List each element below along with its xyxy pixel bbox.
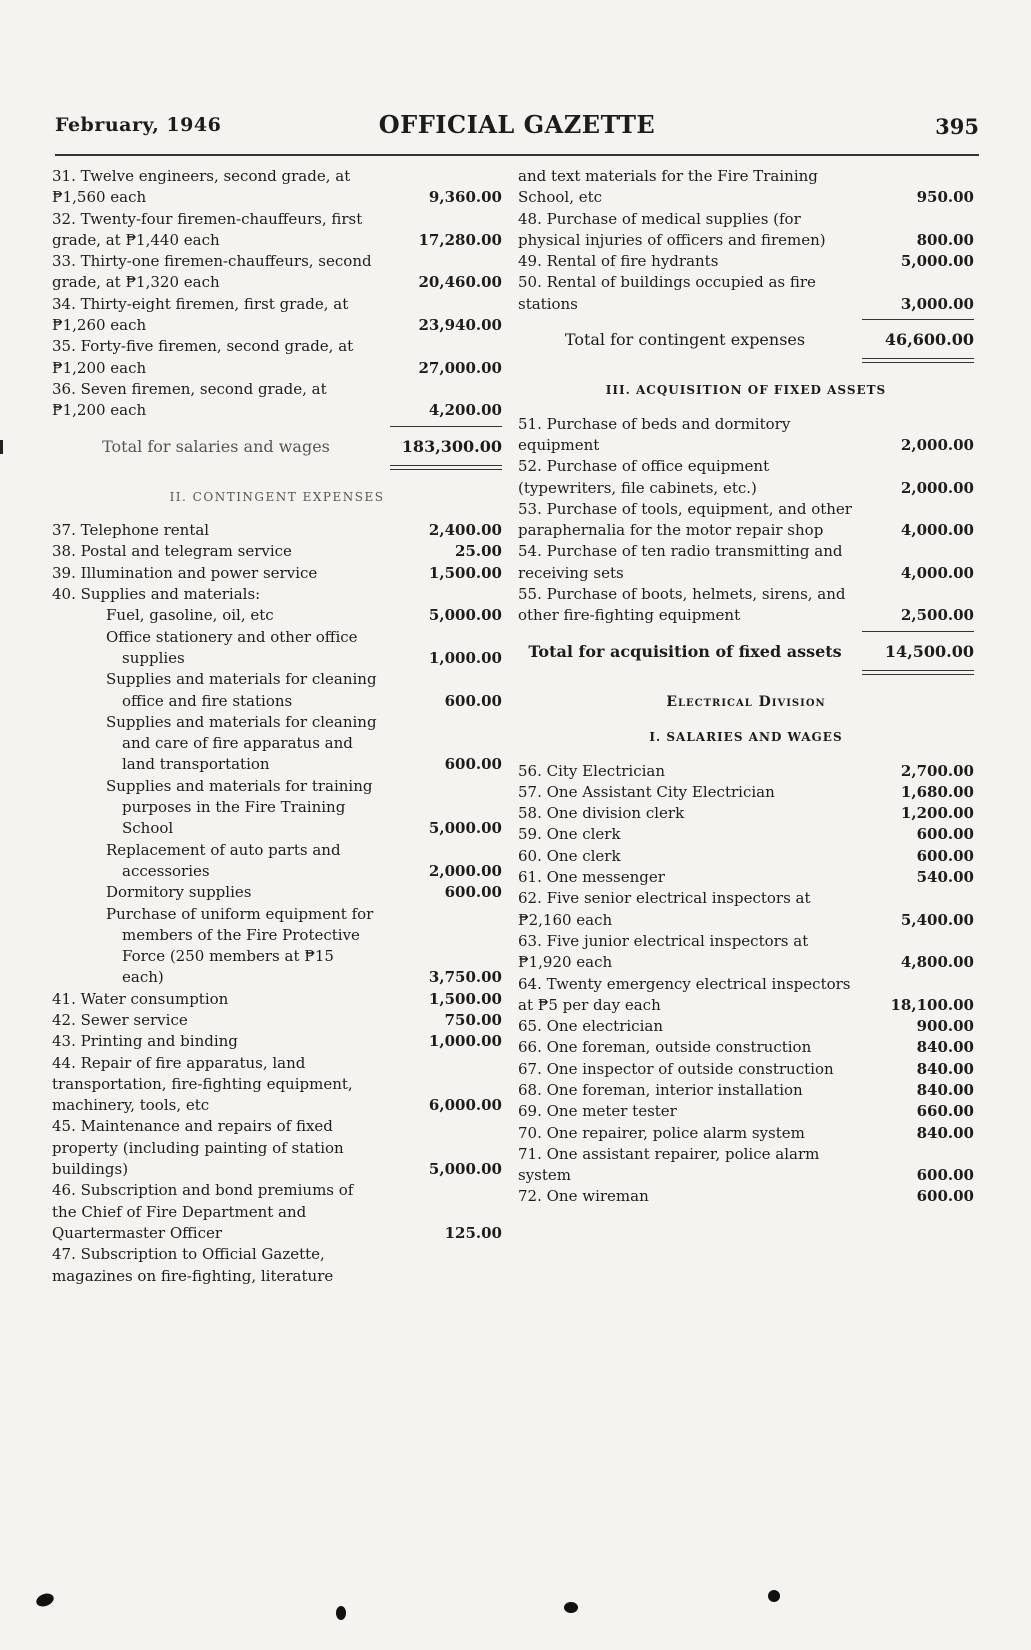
total-fixed-row [518,641,974,662]
line-item-amount: 125.00 [444,1223,502,1242]
item-47-start-row [52,1244,502,1287]
line-item-text: 42. Sewer service [52,1010,188,1029]
line-item-text: 41. Water consumption [52,989,229,1008]
item-47-end-amount: 950.00 [916,188,974,207]
supply-item [52,669,502,712]
scan-speck [564,1602,578,1613]
margin-mark [0,440,3,454]
line-item-text: 54. Purchase of ten radio transmitting and receiving sets [518,542,843,582]
supplies-heading-row [52,584,502,605]
line-item-amount: 600.00 [444,883,502,902]
line-item-text: Dormitory supplies [106,883,252,902]
line-item-amount: 840.00 [916,1123,974,1142]
line-item-text: 34. Thirty-eight firemen, first grade, at ₱1,260 each [52,294,349,335]
line-item-text: 67. One inspector of outside construction [518,1059,834,1078]
salary-item [52,379,502,422]
line-item-amount: 800.00 [916,230,974,249]
line-item-amount: 840.00 [916,1038,974,1057]
electrical-salary-item [518,761,974,782]
line-item-amount: 25.00 [455,542,502,561]
supply-item [52,904,502,989]
item-47-start: 47. Subscription to Official Gazette, magazines on fire-fighting, literature [52,1245,334,1285]
line-item-amount: 6,000.00 [428,1096,502,1115]
line-item-text: 44. Repair of fire apparatus, land transportation, fire-fighting equipment, machinery, tools, etc [52,1053,353,1115]
salary-item [52,251,502,294]
line-item-text: 61. One messenger [518,868,665,887]
electrical-salary-item [518,974,974,1017]
item-47-end-row [518,166,974,209]
scan-speck [34,1591,55,1608]
line-item-text: 36. Seven firemen, second grade, at ₱1,200 each [52,379,327,420]
scan-speck [336,1606,346,1620]
line-item-amount: 5,000.00 [428,606,502,625]
line-item-amount: 4,200.00 [428,401,502,420]
contingent-item [52,1180,502,1244]
subtotal-rule-3 [518,627,974,635]
line-item-text: 72. One wireman [518,1187,649,1206]
line-item-text: Purchase of uniform equipment for members of the Fire Protective Force (250 members at ₱15 each) [106,904,374,987]
line-item-amount: 2,500.00 [900,606,974,625]
supply-item [52,627,502,670]
line-item-text: 55. Purchase of boots, helmets, sirens, and other fire-fighting equipment [518,585,846,625]
line-item-amount: 9,360.00 [428,188,502,207]
line-item-text: 31. Twelve engineers, second grade, at ₱1,560 each [52,167,351,207]
total-salaries-row [52,436,502,457]
right-column [518,166,974,1208]
line-item-amount: 1,680.00 [900,782,974,801]
fixed-asset-item [518,456,974,499]
line-item-text: 70. One repairer, police alarm system [518,1123,805,1142]
total-salaries-label: Total for salaries and wages [102,436,330,456]
line-item-text: Replacement of auto parts and accessories [106,840,341,880]
line-item-text: 49. Rental of fire hydrants [518,252,719,271]
line-item-amount: 5,400.00 [900,910,974,929]
salary-item [52,294,502,337]
line-item-text: 56. City Electrician [518,761,665,780]
line-item-amount: 600.00 [916,1187,974,1206]
page-header [55,108,979,148]
line-item-text: 50. Rental of buildings occupied as fire stations [518,273,816,313]
header-date: February, 1946 [55,114,222,136]
electrical-salary-item [518,1186,974,1207]
line-item-text: Supplies and materials for training purposes in the Fire Training School [106,776,373,838]
salary-item [52,209,502,252]
line-item-amount: 4,000.00 [900,563,974,582]
line-item-text: Supplies and materials for cleaning and care of fire apparatus and land transportation [106,712,377,774]
line-item-text: 43. Printing and binding [52,1032,238,1051]
supply-item [52,712,502,776]
electrical-salary-item [518,888,974,931]
line-item-amount: 2,000.00 [900,435,974,454]
line-item-text: 32. Twenty-four firemen-chauffeurs, first grade, at ₱1,440 each [52,209,363,249]
contingent-item [518,209,974,252]
line-item-amount: 5,000.00 [428,819,502,838]
page-number: 395 [935,114,979,139]
line-item-amount: 20,460.00 [418,273,502,292]
electrical-salary-item [518,782,974,803]
line-item-amount: 4,000.00 [900,521,974,540]
line-item-text: 60. One clerk [518,846,621,865]
supplies-list [52,605,502,988]
contingent-item [52,1031,502,1052]
line-item-amount: 17,280.00 [418,230,502,249]
scan-speck [768,1590,780,1602]
line-item-amount: 600.00 [916,825,974,844]
line-item-text: 51. Purchase of beds and dormitory equipment [518,414,791,454]
line-item-text: 62. Five senior electrical inspectors at ₱2,160 each [518,889,811,929]
line-item-amount: 18,100.00 [890,995,974,1014]
total-contingent-label: Total for contingent expenses [564,330,806,350]
line-item-amount: 840.00 [916,1080,974,1099]
contingent-item [518,251,974,272]
line-item-amount: 4,800.00 [900,953,974,972]
electrical-salary-item [518,1080,974,1101]
line-item-amount: 750.00 [444,1010,502,1029]
line-item-amount: 2,700.00 [900,761,974,780]
contingent-items-list-3 [518,209,974,315]
total-salaries-amount: 183,300.00 [401,436,502,456]
line-item-text: 58. One division clerk [518,804,685,823]
line-item-text: 71. One assistant repairer, police alarm system [518,1144,820,1185]
contingent-item [518,272,974,315]
line-item-text: 48. Purchase of medical supplies (for physical injuries of officers and firemen) [518,209,826,249]
line-item-text: 69. One meter tester [518,1102,677,1121]
supply-item [52,882,502,903]
fixed-asset-item [518,414,974,457]
line-item-amount: 5,000.00 [900,252,974,271]
line-item-text: 39. Illumination and power service [52,563,318,582]
electrical-salary-item [518,1144,974,1187]
line-item-text: 57. One Assistant City Electrician [518,782,775,801]
line-item-amount: 600.00 [916,1166,974,1185]
line-item-text: 46. Subscription and bond premiums of the Chief of Fire Department and Quartermaster Officer [52,1181,354,1242]
line-item-text: 64. Twenty emergency electrical inspectors at ₱5 per day each [518,974,851,1014]
electrical-salary-item [518,846,974,867]
line-item-text: Office stationery and other office supplies [106,627,358,667]
electrical-salary-item [518,1101,974,1122]
contingent-item [52,1053,502,1117]
line-item-text: Fuel, gasoline, oil, etc [106,606,274,625]
line-item-text: 33. Thirty-one firemen-chauffeurs, second grade, at ₱1,320 each [52,252,372,292]
electrical-salary-item [518,803,974,824]
electrical-salary-item [518,1016,974,1037]
salary-item [52,166,502,209]
electrical-salary-item [518,1059,974,1080]
fixed-assets-list [518,414,974,627]
line-item-text: 52. Purchase of office equipment (typewriters, file cabinets, etc.) [518,457,770,497]
line-item-amount: 1,500.00 [428,563,502,582]
line-item-text: 53. Purchase of tools, equipment, and other paraphernalia for the motor repair shop [518,499,852,540]
line-item-amount: 2,000.00 [428,861,502,880]
contingent-item [52,989,502,1010]
line-item-amount: 1,500.00 [428,989,502,1008]
total-fixed-amount: 14,500.00 [884,641,974,661]
electrical-salaries-heading: I. SALARIES AND WAGES [649,730,843,745]
electrical-salary-item [518,824,974,845]
line-item-text: 68. One foreman, interior installation [518,1080,803,1099]
division-heading: Electrical Division [666,693,826,710]
supply-item [52,776,502,840]
line-item-amount: 600.00 [444,691,502,710]
line-item-text: 35. Forty-five firemen, second grade, at ₱1,200 each [52,337,354,377]
line-item-text: 59. One clerk [518,825,621,844]
line-item-text: 63. Five junior electrical inspectors at ₱1,920 each [518,931,809,972]
line-item-text: 65. One electrician [518,1017,663,1036]
line-item-text: 38. Postal and telegram service [52,542,292,561]
line-item-amount: 2,400.00 [428,521,502,540]
fixed-asset-item [518,541,974,584]
line-item-amount: 1,000.00 [428,648,502,667]
supplies-heading: 40. Supplies and materials: [52,585,261,604]
line-item-amount: 3,000.00 [900,294,974,313]
contingent-heading: II. CONTINGENT EXPENSES [169,489,385,504]
contingent-items-list [52,520,502,584]
item-47-end-text: and text materials for the Fire Training School, etc [518,167,818,207]
contingent-item [52,520,502,541]
fixed-asset-item [518,584,974,627]
line-item-text: Supplies and materials for cleaning office and fire stations [106,670,377,710]
subtotal-rule-2 [518,315,974,323]
line-item-amount: 27,000.00 [418,358,502,377]
line-item-text: 37. Telephone rental [52,521,210,540]
total-contingent-amount: 46,600.00 [884,330,974,350]
line-item-amount: 840.00 [916,1059,974,1078]
electrical-salary-item [518,1123,974,1144]
line-item-amount: 600.00 [916,846,974,865]
header-title: OFFICIAL GAZETTE [378,110,656,139]
line-item-amount: 2,000.00 [900,478,974,497]
line-item-text: 45. Maintenance and repairs of fixed property (including painting of station buildings) [52,1117,344,1179]
contingent-item [52,563,502,584]
left-column [52,166,502,1287]
electrical-salary-list [518,761,974,1208]
electrical-salary-item [518,1037,974,1058]
supply-item [52,605,502,626]
contingent-items-list-2 [52,989,502,1245]
supply-item [52,840,502,883]
fixed-asset-item [518,499,974,542]
contingent-item [52,1010,502,1031]
line-item-text: 66. One foreman, outside construction [518,1038,812,1057]
contingent-item [52,1116,502,1180]
total-fixed-label: Total for acquisition of fixed assets [528,641,842,661]
total-double-rule [52,463,502,473]
total-double-rule-3 [518,668,974,678]
line-item-amount: 660.00 [916,1102,974,1121]
salary-items-list [52,166,502,422]
electrical-salary-item [518,931,974,974]
contingent-item [52,541,502,562]
line-item-amount: 3,750.00 [428,968,502,987]
subtotal-rule [52,422,502,430]
electrical-salary-item [518,867,974,888]
line-item-amount: 540.00 [916,868,974,887]
line-item-amount: 23,940.00 [418,316,502,335]
total-contingent-row [518,329,974,350]
line-item-amount: 1,000.00 [428,1032,502,1051]
line-item-amount: 5,000.00 [428,1160,502,1179]
line-item-amount: 900.00 [916,1017,974,1036]
fixed-assets-heading: III. ACQUISITION OF FIXED ASSETS [605,383,887,398]
line-item-amount: 600.00 [444,755,502,774]
line-item-amount: 1,200.00 [900,804,974,823]
header-rule [55,154,979,156]
total-double-rule-2 [518,356,974,366]
salary-item [52,336,502,379]
